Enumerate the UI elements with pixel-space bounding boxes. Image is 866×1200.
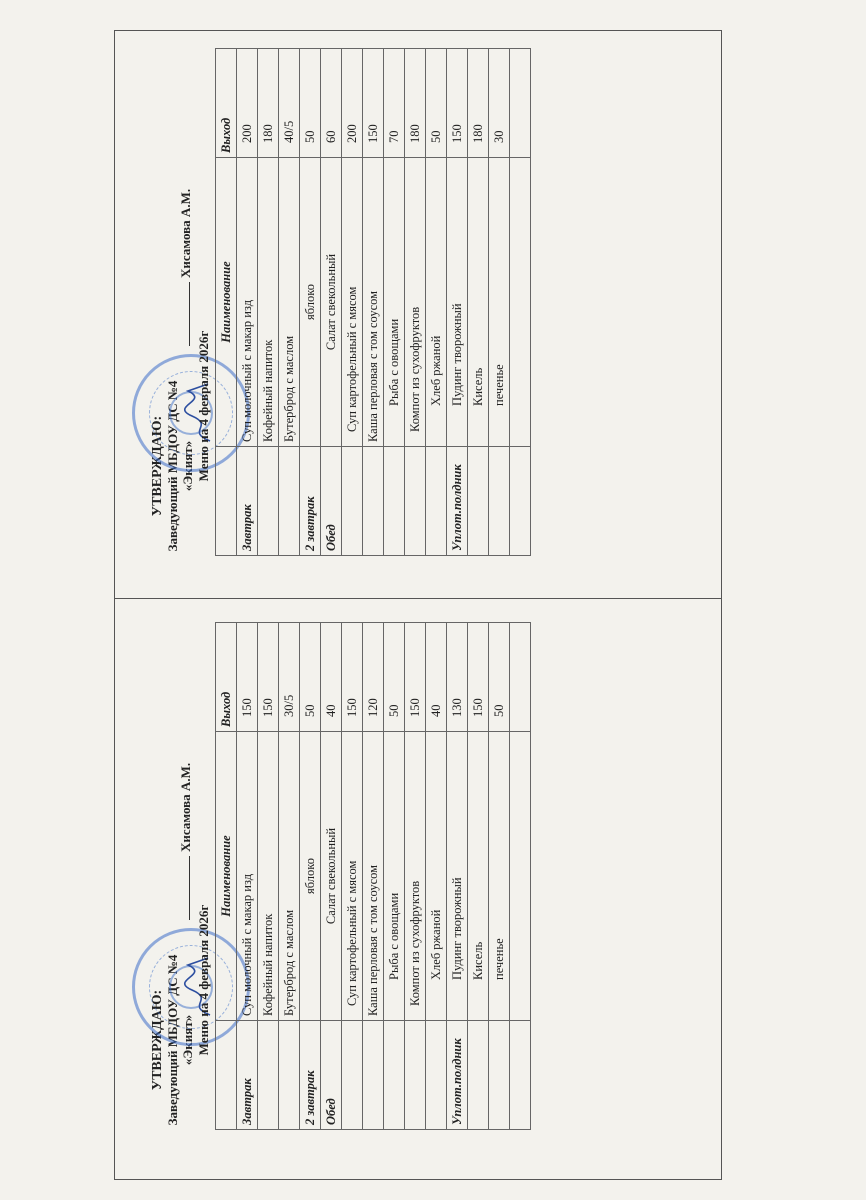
output-cell: 50: [426, 49, 447, 158]
meal-cell: [258, 1021, 279, 1130]
table-header-row: [216, 623, 237, 1130]
table-row: [258, 623, 279, 1130]
output-cell: 150: [468, 623, 489, 732]
approve-position: Заведующий МБДОУ ДС №4: [165, 380, 180, 552]
table-row: [384, 49, 405, 556]
meal-cell: [363, 1021, 384, 1130]
table-row: [426, 49, 447, 556]
meal-cell: [384, 1021, 405, 1130]
table-row: [447, 49, 468, 556]
table-row: [342, 623, 363, 1130]
table-row: [279, 49, 300, 556]
signer-name: Хисамова А.М.: [178, 188, 193, 278]
dish-cell: Суп молочный с макар изд: [237, 732, 258, 1021]
dish-cell: яблоко: [300, 158, 321, 447]
dish-cell: Рыба с овощами: [384, 732, 405, 1021]
approve-title: УТВЕРЖДАЮ:: [150, 989, 165, 1091]
dish-cell: Бутерброд с маслом: [279, 732, 300, 1021]
dish-cell: Рыба с овощами: [384, 158, 405, 447]
dish-cell: Хлеб ржаной: [426, 158, 447, 447]
output-cell: 200: [342, 49, 363, 158]
dish-cell: Салат свекольный: [321, 158, 342, 447]
output-cell: 50: [489, 623, 510, 732]
meal-cell: Уплот.полдник: [447, 447, 468, 556]
table-row: [405, 49, 426, 556]
table-row: [258, 49, 279, 556]
menu-table: [215, 622, 531, 1130]
table-row: [489, 623, 510, 1130]
output-cell: 180: [258, 49, 279, 158]
output-cell: 150: [258, 623, 279, 732]
header-output: Выход: [216, 49, 237, 158]
meal-cell: [426, 1021, 447, 1130]
meal-cell: [279, 1021, 300, 1130]
meal-cell: [279, 447, 300, 556]
meal-cell: [489, 447, 510, 556]
output-cell: 40: [321, 623, 342, 732]
dish-cell: печенье: [489, 732, 510, 1021]
meal-cell: [342, 1021, 363, 1130]
meal-cell: Завтрак: [237, 447, 258, 556]
dish-cell: Хлеб ржаной: [426, 732, 447, 1021]
output-cell: 70: [384, 49, 405, 158]
table-row: [321, 623, 342, 1130]
output-cell: 60: [321, 49, 342, 158]
output-cell: 30/5: [279, 623, 300, 732]
table-row: [468, 623, 489, 1130]
dish-cell: Каша перловая с том соусом: [363, 732, 384, 1021]
table-row: [300, 49, 321, 556]
table-row: [510, 49, 531, 556]
signer-line: [178, 763, 194, 920]
meal-cell: [363, 447, 384, 556]
dish-cell: печенье: [489, 158, 510, 447]
signer-name: Хисамова А.М.: [178, 762, 193, 852]
dish-cell: Кисель: [468, 158, 489, 447]
header-name: Наименование: [216, 158, 237, 447]
meal-cell: [405, 1021, 426, 1130]
meal-cell: 2 завтрак: [300, 1021, 321, 1130]
table-row: [342, 49, 363, 556]
meal-cell: [342, 447, 363, 556]
table-row: [363, 49, 384, 556]
dish-cell: Бутерброд с маслом: [279, 158, 300, 447]
output-cell: 40: [426, 623, 447, 732]
output-cell: 30: [489, 49, 510, 158]
table-row: [237, 49, 258, 556]
dish-cell: Каша перловая с том соусом: [363, 158, 384, 447]
output-cell: 40/5: [279, 49, 300, 158]
dish-cell: Компот из сухофруктов: [405, 158, 426, 447]
menu-panel-lower: [150, 650, 720, 1170]
table-row: [237, 623, 258, 1130]
menu-table: [215, 48, 531, 556]
approve-title: УТВЕРЖДАЮ:: [150, 415, 165, 517]
header-meal: [216, 447, 237, 556]
meal-cell: [426, 447, 447, 556]
approve-org: «Экият»: [180, 440, 195, 492]
meal-cell: 2 завтрак: [300, 447, 321, 556]
output-cell: 150: [237, 623, 258, 732]
output-cell: 180: [405, 49, 426, 158]
menu-panel-upper: [150, 76, 720, 596]
output-cell: 200: [237, 49, 258, 158]
output-cell: 150: [447, 49, 468, 158]
output-cell: 130: [447, 623, 468, 732]
meal-cell: Обед: [321, 447, 342, 556]
approve-org: «Экият»: [180, 1014, 195, 1066]
meal-cell: Уплот.полдник: [447, 1021, 468, 1130]
output-cell: 150: [342, 623, 363, 732]
half-divider: [114, 598, 722, 599]
dish-cell: Салат свекольный: [321, 732, 342, 1021]
dish-cell: Пудинг творожный: [447, 158, 468, 447]
dish-cell: Суп картофельный с мясом: [342, 158, 363, 447]
table-row: [489, 49, 510, 556]
dish-cell: Компот из сухофруктов: [405, 732, 426, 1021]
table-row: [426, 623, 447, 1130]
meal-cell: [489, 1021, 510, 1130]
signature-line: [189, 856, 190, 920]
dish-cell: яблоко: [300, 732, 321, 1021]
dish-cell: Кисель: [468, 732, 489, 1021]
dish-cell: Кофейный напиток: [258, 158, 279, 447]
header-output: Выход: [216, 623, 237, 732]
dish-cell: Кофейный напиток: [258, 732, 279, 1021]
output-cell: 120: [363, 623, 384, 732]
header-meal: [216, 1021, 237, 1130]
table-row: [510, 623, 531, 1130]
table-row: [405, 623, 426, 1130]
dish-cell: Пудинг творожный: [447, 732, 468, 1021]
menu-date: Меню на 4 февраля 2026г: [196, 330, 211, 482]
meal-cell: [405, 447, 426, 556]
meal-cell: [468, 1021, 489, 1130]
table-row: [384, 623, 405, 1130]
table-row: [363, 623, 384, 1130]
menu-date: Меню на 4 февраля 2026г: [196, 904, 211, 1056]
signer-line: [178, 189, 194, 346]
table-header-row: [216, 49, 237, 556]
table-row: [447, 623, 468, 1130]
table-row: [321, 49, 342, 556]
output-cell: 150: [405, 623, 426, 732]
meal-cell: [258, 447, 279, 556]
meal-cell: Завтрак: [237, 1021, 258, 1130]
output-cell: 50: [300, 623, 321, 732]
table-row: [300, 623, 321, 1130]
meal-cell: [384, 447, 405, 556]
dish-cell: Суп молочный с макар изд: [237, 158, 258, 447]
meal-cell: [468, 447, 489, 556]
approve-position: Заведующий МБДОУ ДС №4: [165, 954, 180, 1126]
output-cell: 50: [384, 623, 405, 732]
signature-line: [189, 282, 190, 346]
output-cell: 50: [300, 49, 321, 158]
header-name: Наименование: [216, 732, 237, 1021]
dish-cell: Суп картофельный с мясом: [342, 732, 363, 1021]
table-row: [279, 623, 300, 1130]
output-cell: 180: [468, 49, 489, 158]
output-cell: 150: [363, 49, 384, 158]
meal-cell: Обед: [321, 1021, 342, 1130]
table-row: [468, 49, 489, 556]
